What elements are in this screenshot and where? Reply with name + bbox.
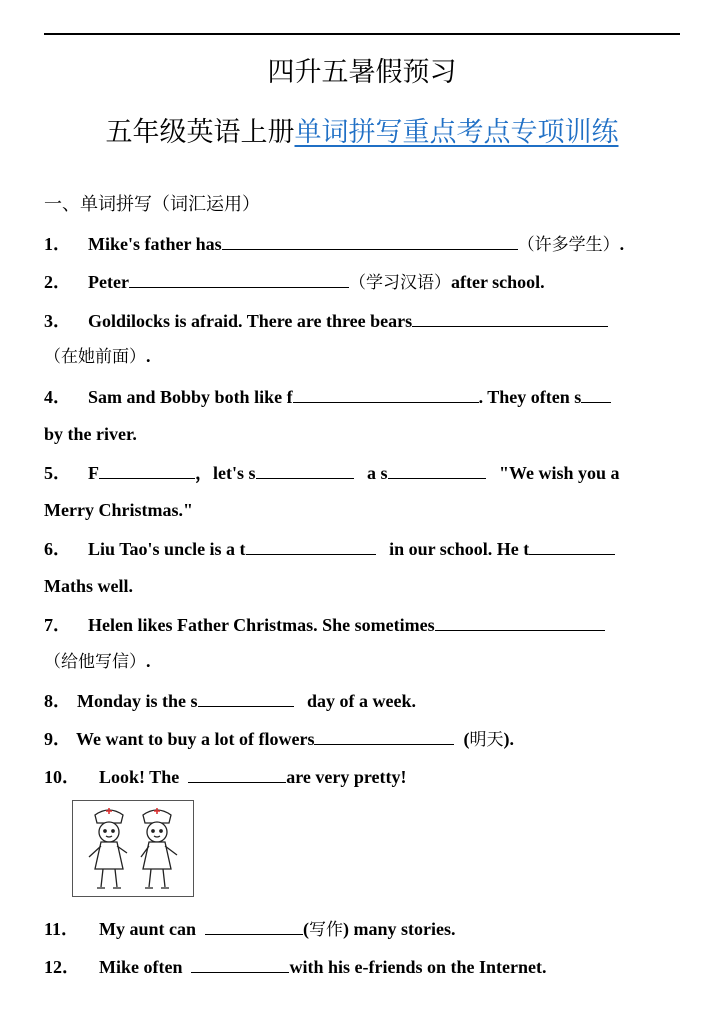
question-text: Maths well. (44, 576, 133, 596)
question-5-cont (44, 498, 193, 522)
question-text: Mike's father has (88, 234, 222, 254)
question-1 (44, 231, 624, 257)
question-number: 6． (44, 539, 71, 559)
page-title: 四升五暑假预习 (267, 57, 457, 88)
answer-blank[interactable] (198, 688, 294, 707)
question-text: many stories. (353, 919, 456, 939)
section-title: 一、单词拼写（词汇运用） (44, 194, 260, 215)
answer-blank[interactable] (246, 536, 376, 555)
two-nurses-illustration (72, 800, 194, 897)
question-number: 10． (44, 767, 80, 787)
answer-blank[interactable] (529, 536, 615, 555)
question-text: day of a week. (307, 691, 417, 711)
answer-blank[interactable] (129, 269, 349, 288)
question-3-cont (44, 344, 151, 369)
answer-blank[interactable] (388, 460, 486, 479)
question-text: ，let's s (195, 463, 256, 483)
answer-blank[interactable] (314, 726, 454, 745)
question-text: F (88, 463, 99, 483)
answer-blank[interactable] (222, 231, 518, 250)
chinese-hint: 明天 (469, 730, 504, 750)
question-text: Monday is the s (77, 691, 198, 711)
question-text: Sam and Bobby both like f (88, 387, 293, 407)
page-subtitle (0, 113, 724, 153)
question-number: 12． (44, 957, 80, 977)
question-12 (44, 954, 546, 979)
answer-blank[interactable] (188, 764, 286, 783)
question-text: a s (367, 463, 388, 483)
chinese-hint: （许多学生） (517, 235, 620, 255)
chinese-hint: 写作 (309, 920, 344, 940)
question-number: 7． (44, 615, 71, 635)
question-5 (44, 460, 620, 485)
answer-blank[interactable] (412, 308, 608, 327)
answer-blank[interactable] (191, 954, 289, 973)
question-number: 9． (44, 729, 71, 749)
question-text: We want to buy a lot of flowers (76, 729, 315, 749)
question-8 (44, 688, 416, 713)
question-end: . (619, 234, 625, 254)
question-7 (44, 612, 605, 637)
question-7-cont (44, 649, 151, 674)
question-number: 2． (44, 272, 71, 292)
subtitle-plain: 五年级英语上册 (105, 117, 295, 148)
question-text: Look! The (99, 767, 180, 787)
answer-blank[interactable] (435, 612, 605, 631)
question-10 (44, 764, 406, 789)
question-number: 1． (44, 234, 71, 254)
question-number: 11． (44, 919, 80, 939)
question-number: 3． (44, 311, 71, 331)
question-text: Mike often (99, 957, 183, 977)
question-9 (44, 726, 514, 752)
question-text: Goldilocks is afraid. There are three bears (88, 311, 413, 331)
question-text: after school. (450, 272, 545, 292)
question-number: 4． (44, 387, 71, 407)
question-text: are very pretty! (286, 767, 407, 787)
hint-open: ( (303, 919, 310, 939)
question-text: Liu Tao's uncle is a t (88, 539, 246, 559)
hint-close: ). (503, 729, 514, 749)
question-6-cont (44, 574, 133, 598)
question-text: Merry Christmas." (44, 500, 193, 520)
question-6 (44, 536, 615, 561)
question-end: . (146, 346, 151, 366)
top-rule (44, 33, 680, 35)
question-text: by the river. (44, 424, 137, 444)
nurses-icon (73, 801, 193, 896)
question-11 (44, 916, 456, 942)
subtitle-link[interactable]: 单词拼写重点考点专项训练 (294, 117, 619, 148)
question-number: 8． (44, 691, 71, 711)
question-3 (44, 308, 608, 333)
answer-blank[interactable] (256, 460, 354, 479)
question-2 (44, 269, 545, 295)
question-text: . They often s (478, 387, 582, 407)
question-end: . (146, 651, 151, 671)
chinese-hint: （给他写信） (44, 652, 146, 672)
answer-blank[interactable] (581, 384, 611, 403)
question-4 (44, 384, 611, 409)
answer-blank[interactable] (205, 916, 303, 935)
question-text: in our school. He t (389, 539, 530, 559)
question-number: 5． (44, 463, 71, 483)
question-text: Peter (88, 272, 129, 292)
chinese-hint: （学习汉语） (348, 273, 451, 293)
answer-blank[interactable] (99, 460, 195, 479)
question-4-cont (44, 422, 137, 446)
question-text: My aunt can (99, 919, 197, 939)
hint-open: ( (463, 729, 470, 749)
hint-close: ) (343, 919, 350, 939)
question-text: with his e-friends on the Internet. (289, 957, 547, 977)
question-text: "We wish you a (499, 463, 620, 483)
chinese-hint: （在她前面） (44, 347, 146, 367)
question-text: Helen likes Father Christmas. She sometimes (88, 615, 435, 635)
answer-blank[interactable] (293, 384, 479, 403)
